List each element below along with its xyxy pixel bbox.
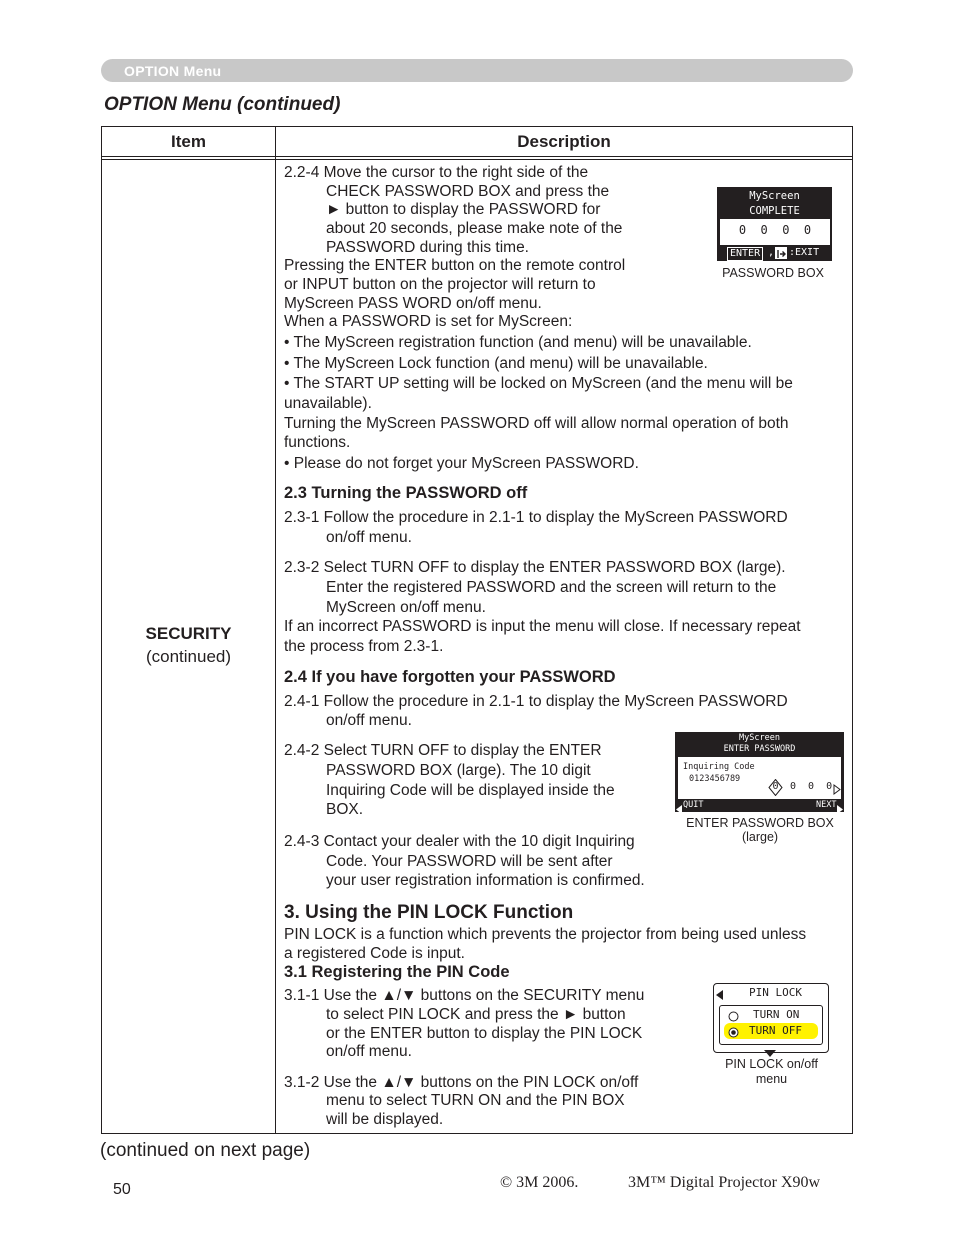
step-2-2-4-line2: CHECK PASSWORD BOX and press the	[326, 183, 610, 200]
enter-password-caption2: (large)	[741, 830, 779, 844]
step-3-1-2-line3: will be displayed.	[326, 1111, 444, 1128]
heading-3-1: 3.1 Registering the PIN Code	[284, 963, 510, 981]
password-box-caption: PASSWORD BOX	[722, 266, 824, 280]
scroll-down-icon	[764, 1044, 776, 1051]
step-2-4-1-line1: 2.4-1 Follow the procedure in 2.1-1 to display the MyScreen PASSWORD	[284, 693, 788, 710]
step-3-1-2-line2: menu to select TURN ON and the PIN BOX	[326, 1092, 625, 1109]
bullet-startup-line1: • The START UP setting will be locked on MyScreen (and the menu will be	[284, 375, 793, 392]
bullet-registration: • The MyScreen registration function (and menu) will be unavailable.	[284, 334, 752, 351]
incorrect-password-line1: If an incorrect PASSWORD is input the menu will close. If necessary repeat	[284, 618, 801, 635]
password-box-title1: MyScreen	[749, 190, 800, 202]
pin-lock-intro-line1: PIN LOCK is a function which prevents the projector from being used unless	[284, 926, 807, 943]
step-2-3-2-line2: Enter the registered PASSWORD and the screen will return to the	[326, 579, 777, 596]
bullet-do-not-forget: • Please do not forget your MyScreen PASSWORD.	[284, 455, 639, 472]
incorrect-password-line2: the process from 2.3-1.	[284, 638, 444, 655]
turning-off-line1: Turning the MyScreen PASSWORD off will allow normal operation of both	[284, 415, 789, 432]
step-3-1-1-line4: on/off menu.	[326, 1043, 412, 1060]
when-password-set: When a PASSWORD is set for MyScreen:	[284, 313, 573, 330]
turning-off-line2: functions.	[284, 434, 351, 451]
step-2-4-2-line4: BOX.	[326, 801, 364, 818]
inquiring-code-label: Inquiring Code	[683, 762, 755, 772]
table-column-divider	[275, 126, 276, 1134]
pin-lock-caption1: PIN LOCK on/off	[725, 1057, 818, 1071]
enter-password-caption1: ENTER PASSWORD BOX	[686, 816, 834, 830]
current-digit: 0	[772, 781, 779, 792]
option-turn-off[interactable]: TURN OFF	[749, 1024, 802, 1037]
step-2-3-1-line1: 2.3-1 Follow the procedure in 2.1-1 to display the MyScreen PASSWORD	[284, 509, 788, 526]
page-title: OPTION Menu (continued)	[104, 94, 341, 115]
step-3-1-1-line2: to select PIN LOCK and press the ► button	[326, 1006, 626, 1023]
column-header-description: Description	[517, 132, 611, 151]
step-3-1-1-line1: 3.1-1 Use the ▲/▼ buttons on the SECURITY menu	[284, 987, 645, 1004]
continued-note: (continued on next page)	[100, 1140, 311, 1161]
step-2-4-2-line3: Inquiring Code will be displayed inside the	[326, 782, 615, 799]
exit-key-icon	[775, 247, 787, 259]
section-header-label: OPTION Menu	[124, 63, 222, 79]
step-2-4-3-line1: 2.4-3 Contact your dealer with the 10 digit Inquiring	[284, 833, 635, 850]
pin-lock-intro-line2: a registered Code is input.	[284, 945, 465, 962]
enter-password-title2: ENTER PASSWORD	[723, 744, 796, 754]
quit-label: QUIT	[683, 800, 704, 810]
step-2-4-3-line3: your user registration information is confirmed.	[326, 872, 645, 889]
enter-key-label: ENTER	[727, 247, 763, 261]
password-box-digits: 0 0 0 0	[738, 223, 812, 237]
heading-3: 3. Using the PIN LOCK Function	[284, 902, 574, 923]
pin-lock-caption2: menu	[755, 1072, 788, 1086]
inquiring-code-value: 0123456789	[689, 774, 741, 784]
option-turn-on[interactable]: TURN ON	[753, 1008, 800, 1021]
step-3-1-1-line3: or the ENTER button to display the PIN LOCK	[326, 1025, 643, 1042]
step-3-1-2-line1: 3.1-2 Use the ▲/▼ buttons on the PIN LOCK on/off	[284, 1074, 639, 1091]
quit-arrow-icon	[676, 801, 682, 810]
pin-lock-menu-title: PIN LOCK	[749, 986, 802, 999]
step-2-4-2-line1: 2.4-2 Select TURN OFF to display the ENTER	[284, 742, 602, 759]
exit-key-label: :EXIT	[789, 247, 820, 258]
item-security-continued: (continued)	[145, 647, 232, 666]
column-header-item: Item	[171, 132, 206, 151]
table-header-divider	[101, 156, 853, 157]
step-2-2-4-line3: ► button to display the PASSWORD for	[326, 201, 601, 218]
bullet-lock: • The MyScreen Lock function (and menu) will be unavailable.	[284, 355, 708, 372]
step-2-2-4-line1: 2.2-4 Move the cursor to the right side of the	[284, 164, 589, 181]
step-2-4-1-line2: on/off menu.	[326, 712, 412, 729]
key-separator: ,	[768, 247, 775, 258]
enter-note-line2: or INPUT button on the projector will return to	[284, 276, 596, 293]
next-label: NEXT	[816, 800, 837, 810]
item-security: SECURITY	[145, 624, 232, 643]
back-arrow-icon	[716, 987, 723, 997]
copyright: © 3M 2006.	[500, 1174, 579, 1191]
step-2-4-3-line2: Code. Your PASSWORD will be sent after	[326, 853, 613, 870]
step-2-2-4-line5: PASSWORD during this time.	[326, 239, 529, 256]
step-2-2-4-line4: about 20 seconds, please make note of the	[326, 220, 623, 237]
step-2-4-2-line2: PASSWORD BOX (large). The 10 digit	[326, 762, 591, 779]
enter-password-title1: MyScreen	[739, 733, 780, 743]
product-name: 3M™ Digital Projector X90w	[628, 1174, 821, 1191]
bullet-startup-line2: unavailable).	[284, 395, 372, 412]
enter-note-line1: Pressing the ENTER button on the remote control	[284, 257, 626, 274]
step-2-3-2-line1: 2.3-2 Select TURN OFF to display the ENTER PASSWORD BOX (large).	[284, 559, 786, 576]
heading-2-4: 2.4 If you have forgotten your PASSWORD	[284, 668, 616, 686]
enter-password-digits: 0 0 0	[790, 781, 833, 792]
next-arrow-icon	[837, 801, 843, 810]
radio-turn-off-icon[interactable]	[728, 1025, 739, 1036]
step-2-3-1-line2: on/off menu.	[326, 529, 412, 546]
next-digit-arrow-icon	[833, 782, 841, 793]
heading-2-3: 2.3 Turning the PASSWORD off	[284, 484, 528, 502]
password-box-title2: COMPLETE	[749, 205, 800, 217]
radio-turn-on-icon[interactable]	[728, 1009, 739, 1020]
table-header-divider-double	[101, 159, 853, 160]
page-number: 50	[113, 1181, 131, 1198]
step-2-3-2-line3: MyScreen on/off menu.	[326, 599, 486, 616]
enter-note-line3: MyScreen PASS WORD on/off menu.	[284, 295, 542, 312]
